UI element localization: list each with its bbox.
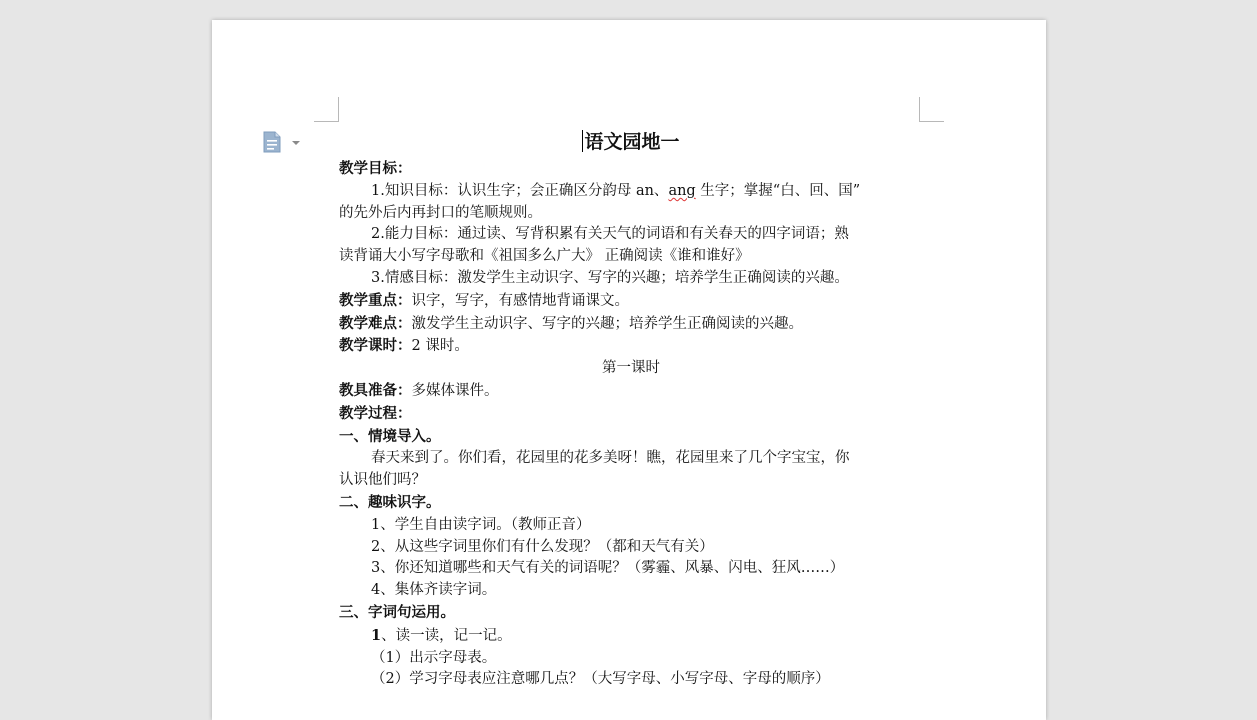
process-heading [339, 403, 923, 426]
key-label: 教学重点： [339, 291, 412, 309]
teaching-tools [339, 380, 923, 403]
tools-text: 多媒体课件。 [411, 382, 499, 399]
key-points [339, 290, 923, 313]
section-1-title: 一、情境导入。 [339, 427, 441, 445]
section-2-item-1: 1、学生自由读字词。（教师正音） [371, 516, 591, 533]
section-2-item-2: 2、从这些字词里你们有什么发现？（都和天气有关） [371, 538, 714, 555]
key-text: 识字，写字，有感情地背诵课文。 [411, 292, 629, 309]
section-2-item-3: 3、你还知道哪些和天气有关的词语呢？（雾霾、风暴、闪电、狂风……） [371, 560, 845, 577]
section-3-item-1 [339, 625, 923, 648]
goal-3: 3.情感目标：激发学生主动识字、写字的兴趣；培养学生正确阅读的兴趣。 [371, 269, 849, 286]
title-text: 语文园地一 [584, 131, 680, 153]
section-3-point-2: （2）学习字母表应注意哪几点？（大写字母、小写字母、字母的顺序） [371, 671, 830, 688]
spelling-flag-ang[interactable]: ang [668, 182, 696, 199]
section-3-item-1-text: 、读一读，记一记。 [381, 627, 512, 644]
class-hours [339, 335, 923, 358]
goals-heading [339, 158, 923, 181]
tools-label: 教具准备： [339, 381, 412, 399]
section-2-item-4: 4、集体齐读字词。 [371, 582, 497, 599]
section-3-item-1-number: 1 [371, 626, 382, 644]
diff-label: 教学难点： [339, 314, 412, 332]
goal-2-b: 读背诵大小写字母歌和《祖国多么广大》 正确阅读《谁和谁好》 [339, 248, 750, 265]
paste-options-icon[interactable] [262, 130, 304, 154]
diff-text: 激发学生主动识字、写字的兴趣；培养学生正确阅读的兴趣。 [411, 315, 803, 332]
goal-2-a: 2.能力目标：通过读、写背积累有关天气的词语和有关春天的四字词语；熟 [371, 226, 849, 243]
section-1-para-b: 认识他们吗？ [339, 472, 426, 489]
hours-text: 2 课时。 [411, 338, 469, 355]
section-2-title: 二、趣味识字。 [339, 493, 441, 511]
lesson-1-heading: 第一课时 [602, 360, 660, 377]
goals-label: 教学目标： [339, 160, 412, 177]
margin-corner-top-right [919, 97, 944, 122]
hours-label: 教学课时： [339, 337, 412, 355]
goal-1-cont: 的先外后内再封口的笔顺规则。 [339, 204, 542, 221]
process-label: 教学过程： [339, 404, 412, 422]
section-1-heading [339, 426, 923, 449]
section-2-heading [339, 492, 923, 515]
difficulties [339, 313, 923, 336]
section-3-heading [339, 602, 923, 625]
goal-1 [339, 181, 923, 203]
goal-1-suffix: 生字；掌握“白、回、国” [695, 182, 861, 199]
section-3-title: 三、字词句运用。 [339, 603, 455, 621]
margin-corner-top-left [314, 97, 339, 122]
section-1-para-a: 春天来到了。你们看，花园里的花多美呀！瞧，花园里来了几个字宝宝，你 [371, 450, 850, 467]
goal-1-prefix: 1.知识目标：认识生字；会正确区分韵母 an、 [371, 182, 669, 199]
page-title [339, 128, 923, 156]
section-3-point-1: （1）出示字母表。 [371, 649, 497, 666]
document-body[interactable] [339, 128, 923, 691]
